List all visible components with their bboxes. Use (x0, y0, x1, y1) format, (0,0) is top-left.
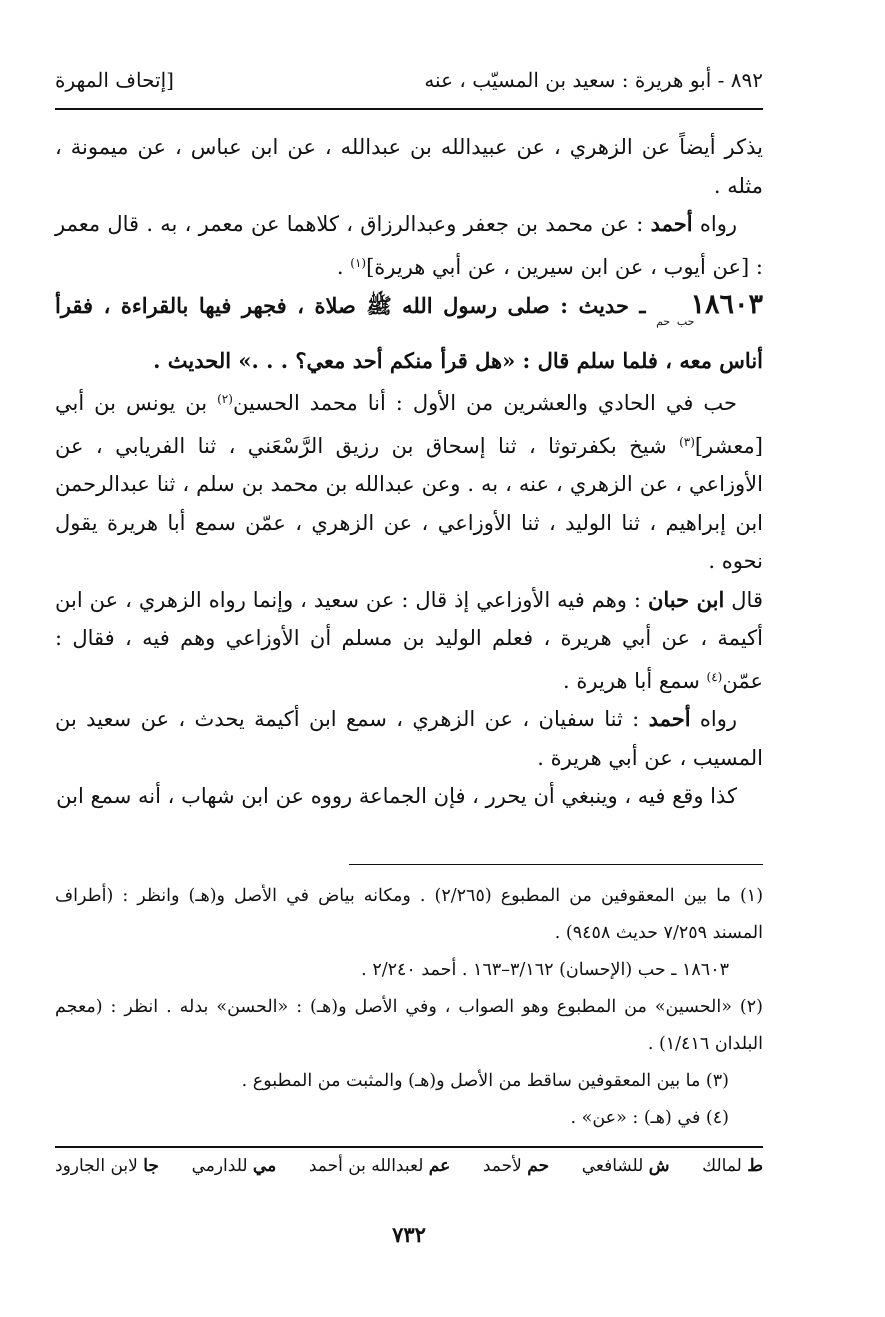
abbrev-code: ش (648, 1156, 670, 1176)
hadith-reference: ١٨٦٠٣ ـ حب (الإحسان) ٣/١٦٢–١٦٣ . أحمد ٢/٢٤٠ . (361, 960, 729, 980)
abbrev-code: ط (747, 1156, 763, 1176)
page (55, 0, 763, 1317)
abbrev-abdullah (309, 1156, 450, 1176)
paragraph-2 (55, 205, 763, 286)
narrator-ibn-hibban: ابن حبان (647, 586, 725, 612)
main-text (55, 128, 763, 816)
p4-text-b: بن يونس بن أبي [معشر] (55, 391, 763, 458)
header-divider (55, 108, 763, 110)
hadith-number: ١٨٦٠٣ (690, 289, 763, 320)
abbrev-name: لابن الجارود (55, 1156, 138, 1176)
footnotes (55, 878, 763, 1137)
footnote-divider (349, 864, 763, 865)
p6-text-c: : ثنا سفيان ، عن الزهري ، سمع ابن أكيمة يحدث ، عن سعيد بن المسيب ، عن أبي هريرة . (55, 707, 763, 770)
footnote-ref-2[interactable]: (٢) (217, 392, 233, 406)
header-chapter-title: ٨٩٢ - أبو هريرة : سعيد بن المسيّب ، عنه (424, 68, 763, 92)
abbrev-ibn-jarud (55, 1156, 159, 1176)
p6-text-a: رواه (690, 707, 737, 731)
paragraph-5 (55, 581, 763, 701)
abbrev-ahmad (483, 1156, 549, 1176)
footnote-3: (٣) ما بين المعقوفين ساقط من الأصل و(هـ) والمثبت من المطبوع . (241, 1071, 729, 1091)
abbrev-code: عم (428, 1156, 451, 1176)
p2-text-d: . (336, 254, 351, 279)
paragraph-1 (55, 128, 763, 205)
abbrev-code: مي (252, 1156, 277, 1176)
paragraph-7 (55, 777, 763, 816)
footnote-4: (٤) في (هـ) : «عن» . (570, 1108, 729, 1128)
p5-text-c: : وهم فيه الأوزاعي إذ قال : عن سعيد ، وإنما رواه الزهري ، عن ابن أكيمة ، عن أبي هريرة ، فعلم الوليد بن مسلم أن الأوزاعي وهم فيه ، فقال : عمّن (55, 587, 763, 693)
abbrev-name: لعبدالله بن أحمد (308, 1156, 424, 1176)
paragraph-6 (55, 700, 763, 777)
abbrev-name: للشافعي (581, 1156, 644, 1176)
paragraph-1-text: يذكر أيضاً عن الزهري ، عن عبيدالله بن عبدالله ، عن ابن عباس ، عن ميمونة ، مثله . (55, 135, 763, 198)
header-book-title: [إتحاف المهرة (55, 68, 174, 92)
paragraph-4 (55, 380, 763, 581)
narrator-ahmad-2: أحمد (648, 706, 691, 731)
p2-text-c: : عن محمد بن جعفر وعبدالرزاق ، كلاهما عن معمر ، به . قال معمر : [عن أيوب ، عن ابن سيرين ، عن أبي هريرة] (55, 212, 763, 279)
footnote-2: (٢) «الحسين» من المطبوع وهو الصواب ، وفي الأصل و(هـ) : «الحسن» بدله . انظر : (معجم البلدان ١/٤١٦) . (55, 997, 763, 1054)
footnote-ref-3[interactable]: (٣) (679, 434, 695, 449)
p2-text-a: رواه (692, 212, 737, 236)
abbrev-shafii (582, 1156, 670, 1176)
abbrev-code: حم (527, 1156, 550, 1176)
p5-text-d: سمع أبا هريرة . (563, 668, 707, 693)
p4-text-a: حب في الحادي والعشرين من الأول : أنا محمد الحسين (232, 391, 738, 415)
footnote-ref-4[interactable]: (٤) (706, 669, 723, 684)
abbrev-darimi (192, 1156, 277, 1176)
abbrev-name: لأحمد (482, 1156, 522, 1176)
p4-text-c: شيخ بكفرتوثا ، ثنا إسحاق بن رزيق الرَّسْعَني ، ثنا الفريابي ، عن الأوزاعي ، عن الزهري ، عنه ، به . وعن عبدالله بن محمد بن سلم ، ثنا عبدالرحمن ابن إبراهيم ، ثنا الوليد ، ثنا الأوزاعي ، عن الزهري ، عمّن سمع أبا هريرة يقول نحوه . (55, 433, 763, 573)
page-number: ٧٣٢ (392, 1222, 426, 1247)
hadith-text: ـ حديث : صلى رسول الله ﷺ صلاة ، فجهر فيها بالقراءة ، فقرأ أناس معه ، فلما سلم قال : «هل قرأ منكم أحد معي؟ . . .» الحديث . (55, 293, 763, 373)
narrator-ahmad: أحمد (650, 211, 693, 236)
abbrev-name: للدارمي (191, 1156, 248, 1176)
running-header (55, 58, 763, 102)
p5-text-a: قال (724, 587, 763, 612)
p7-text: كذا وقع فيه ، وينبغي أن يحرر ، فإن الجماعة رووه عن ابن شهاب ، أنه سمع ابن (56, 784, 737, 808)
hadith-heading (55, 286, 763, 380)
abbrev-code: جا (143, 1156, 159, 1176)
hadith-source-codes: حب حم (656, 315, 695, 328)
footnote-1: (١) ما بين المعقوفين من المطبوع (٢/٢٦٥) . ومكانه بياض في الأصل و(هـ) وانظر : (أطراف المسند ٧/٢٥٩ حديث ٩٤٥٨) . (55, 886, 764, 943)
abbreviations-divider (55, 1146, 763, 1148)
abbrev-name: لمالك (702, 1156, 742, 1176)
abbrev-malik (702, 1156, 763, 1176)
abbreviations-legend (55, 1156, 763, 1176)
footnote-ref-1[interactable]: (١) (350, 255, 367, 270)
